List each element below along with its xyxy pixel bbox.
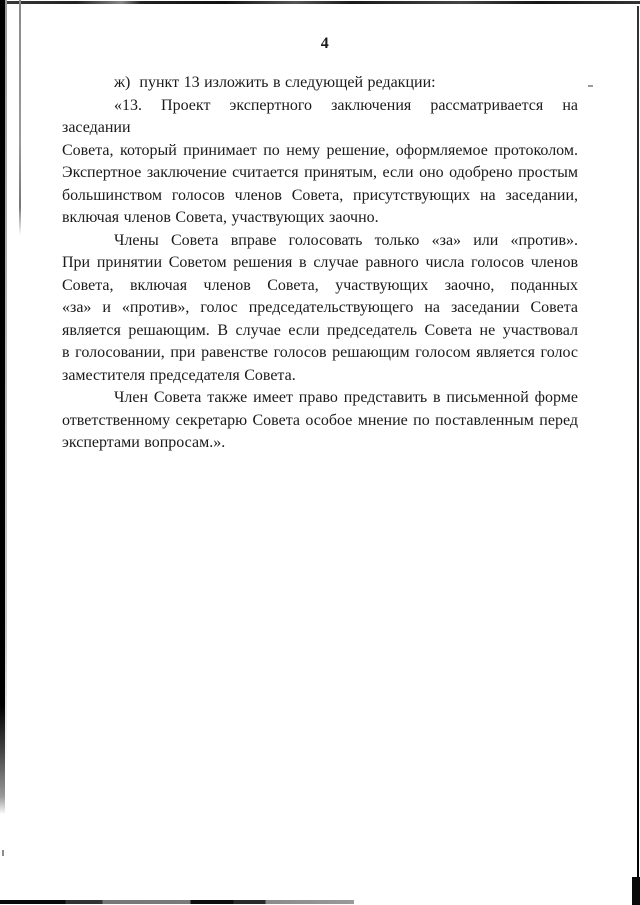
paragraph-point-13 bbox=[62, 95, 578, 230]
text-line: «13. Проект экспертного заключения рассматривается на заседании bbox=[62, 96, 578, 136]
text-line: «за» и «против», голос председательствующего на заседании Совета bbox=[62, 299, 578, 316]
text-line: При принятии Советом решения в случае равного числа голосов членов bbox=[62, 254, 578, 271]
scan-speck bbox=[588, 85, 593, 87]
scan-edge-right bbox=[637, 6, 639, 905]
text-line: экспертами вопросам.». bbox=[62, 434, 226, 451]
text-line: включая членов Совета, участвующих заочно. bbox=[62, 209, 379, 226]
text-line: Совета, который принимает по нему решение, оформляемое протоколом. bbox=[62, 141, 578, 159]
text-line: Член Совета также имеет право представить в письменной форме bbox=[114, 389, 578, 406]
text-line: ж) пункт 13 изложить в следующей редакции: bbox=[114, 74, 436, 91]
paragraph-item-zh bbox=[62, 72, 578, 95]
text-line: ответственному секретарю Совета особое мнение по поставленным перед bbox=[62, 411, 578, 429]
text-line: большинством голосов членов Совета, присутствующих на заседании, bbox=[62, 186, 578, 204]
page-number: 4 bbox=[320, 35, 330, 52]
text-line: является решающим. В случае если председатель Совета не участвовал bbox=[62, 321, 578, 339]
text-line: Экспертное заключение считается принятым, если оно одобрено простым bbox=[62, 164, 578, 181]
paragraph-voting-rules bbox=[62, 230, 578, 388]
paragraph-dissenting-opinion bbox=[62, 387, 578, 455]
scan-edge-right-bottom-corner bbox=[632, 877, 640, 905]
scan-speck bbox=[2, 850, 4, 856]
document-text-block bbox=[62, 72, 578, 455]
text-line: в голосовании, при равенстве голосов решающим голосом является голос bbox=[62, 344, 578, 361]
text-line: заместителя председателя Совета. bbox=[62, 366, 296, 384]
scan-edge-top bbox=[0, 1, 640, 4]
scan-edge-left-shadow bbox=[5, 0, 7, 905]
text-line: Члены Совета вправе голосовать только «за» или «против». bbox=[114, 231, 578, 249]
scan-edge-bottom bbox=[0, 900, 354, 904]
text-line: Совета, включая членов Совета, участвующих заочно, поданных bbox=[62, 276, 578, 294]
